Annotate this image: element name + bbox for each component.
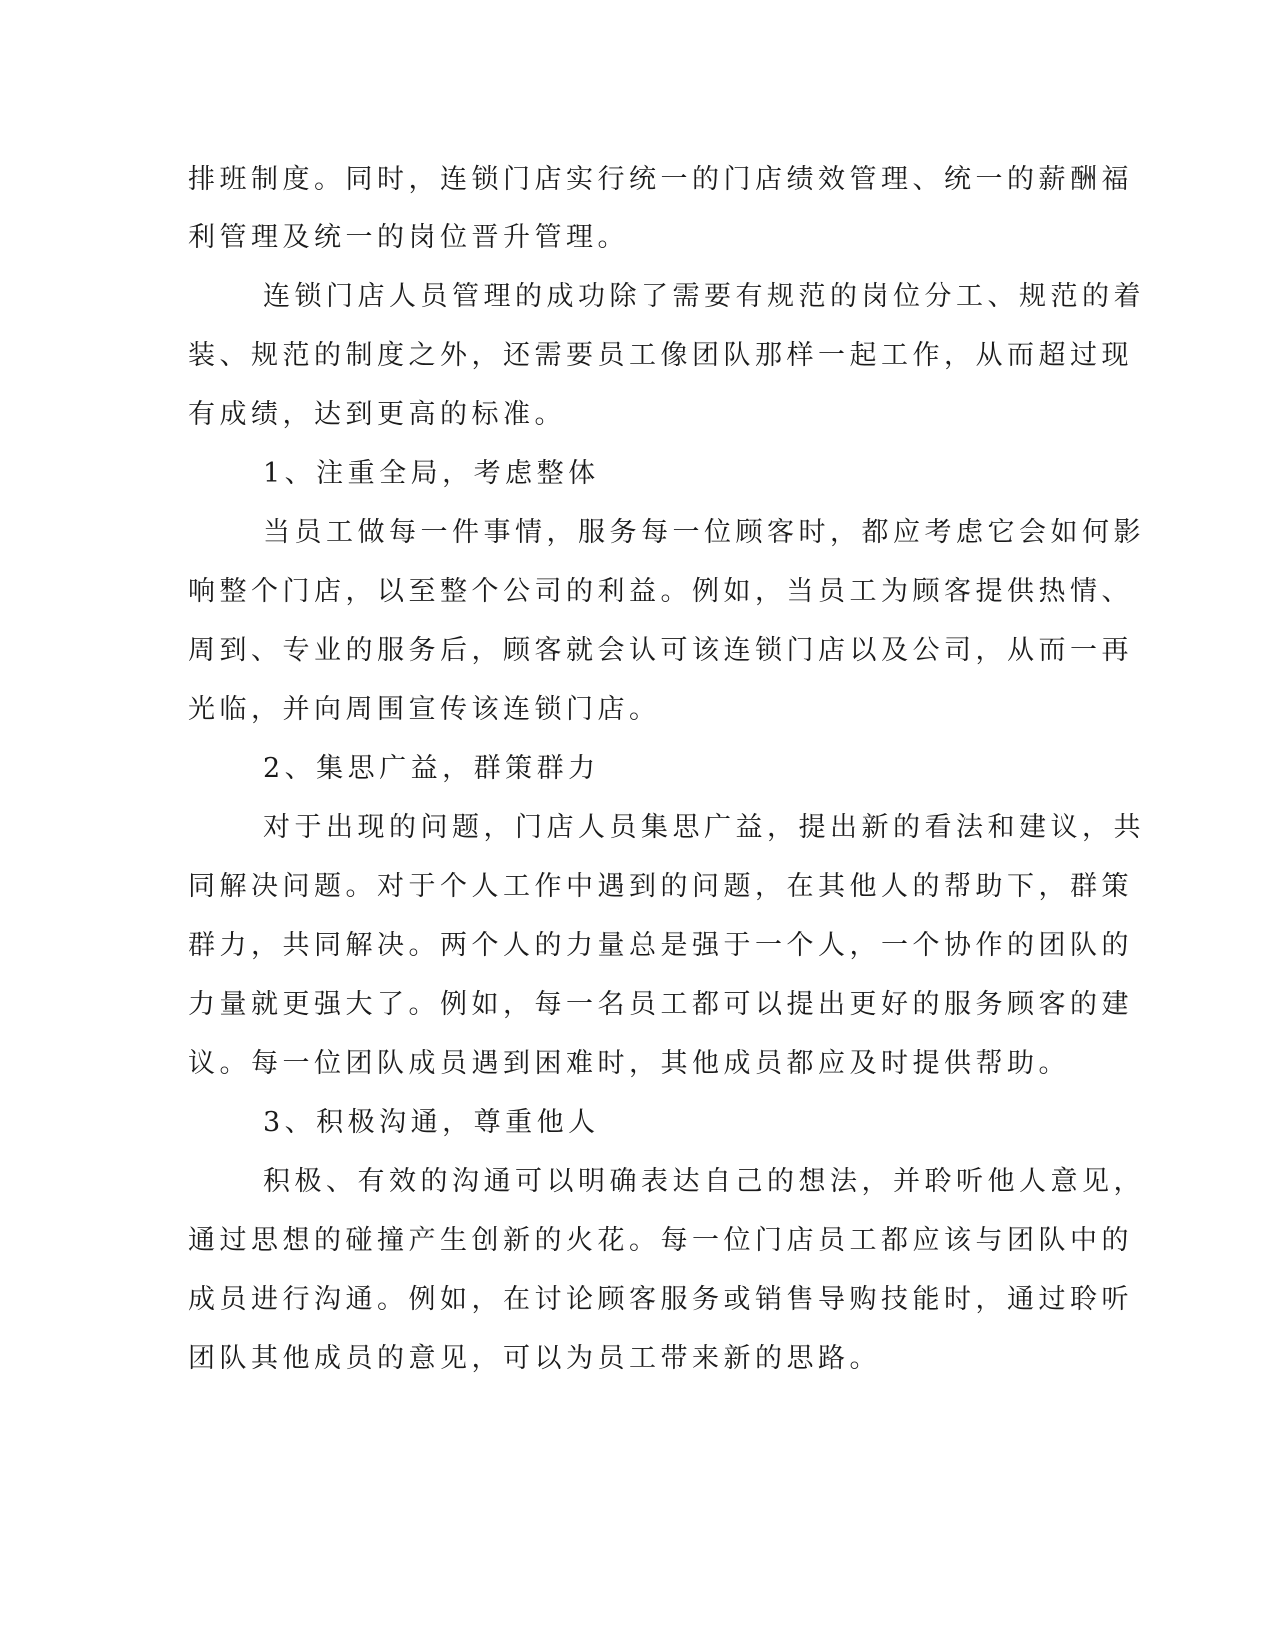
text-line: 利管理及统一的岗位晋升管理。 <box>188 222 629 253</box>
section-heading: 3、积极沟通，尊重他人 <box>263 1107 600 1138</box>
text-line: 议。每一位团队成员遇到困难时，其他成员都应及时提供帮助。 <box>188 1048 1070 1079</box>
text-line: 力量就更强大了。例如，每一名员工都可以提出更好的服务顾客的建 <box>188 989 1133 1020</box>
section-heading: 2、集思广益，群策群力 <box>263 753 600 784</box>
section-heading: 1、注重全局，考虑整体 <box>263 458 600 489</box>
text-line: 连锁门店人员管理的成功除了需要有规范的岗位分工、规范的着 <box>263 281 1145 312</box>
text-line: 同解决问题。对于个人工作中遇到的问题，在其他人的帮助下，群策 <box>188 871 1133 902</box>
text-line: 有成绩，达到更高的标准。 <box>188 399 566 430</box>
text-line: 对于出现的问题，门店人员集思广益，提出新的看法和建议，共 <box>263 812 1145 843</box>
text-line: 装、规范的制度之外，还需要员工像团队那样一起工作，从而超过现 <box>188 340 1133 371</box>
text-line: 当员工做每一件事情，服务每一位顾客时，都应考虑它会如何影 <box>263 517 1145 548</box>
text-line: 周到、专业的服务后，顾客就会认可该连锁门店以及公司，从而一再 <box>188 635 1133 666</box>
text-line: 团队其他成员的意见，可以为员工带来新的思路。 <box>188 1343 881 1374</box>
text-line: 群力，共同解决。两个人的力量总是强于一个人，一个协作的团队的 <box>188 930 1133 961</box>
text-line: 通过思想的碰撞产生创新的火花。每一位门店员工都应该与团队中的 <box>188 1225 1133 1256</box>
text-line: 光临，并向周围宣传该连锁门店。 <box>188 694 661 725</box>
text-line: 成员进行沟通。例如，在讨论顾客服务或销售导购技能时，通过聆听 <box>188 1284 1133 1315</box>
text-line: 排班制度。同时，连锁门店实行统一的门店绩效管理、统一的薪酬福 <box>188 164 1133 195</box>
text-line: 响整个门店，以至整个公司的利益。例如，当员工为顾客提供热情、 <box>188 576 1133 607</box>
text-line: 积极、有效的沟通可以明确表达自己的想法，并聆听他人意见， <box>263 1166 1145 1197</box>
